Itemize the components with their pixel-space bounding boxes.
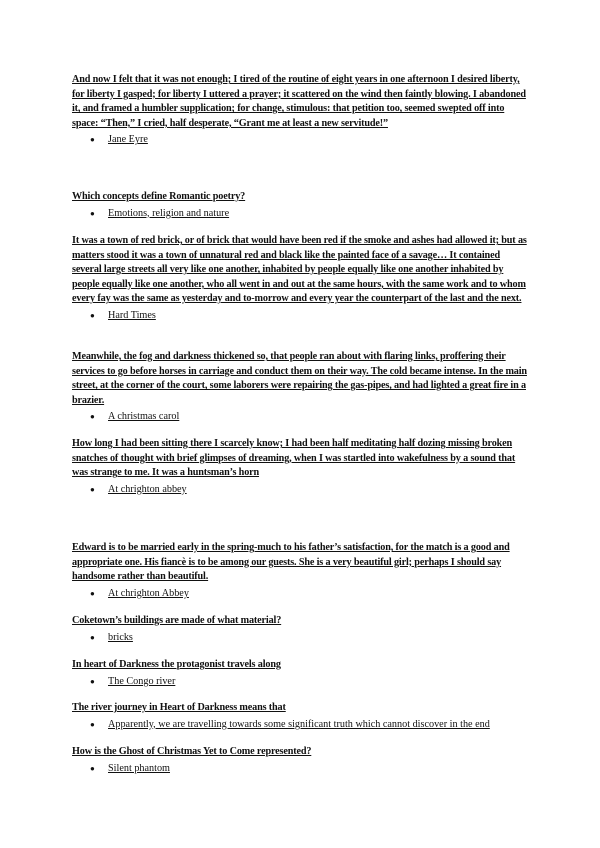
answer-text: Apparently, we are travelling towards some significant truth which cannot discover in the end <box>108 718 490 730</box>
bullet-icon: ● <box>90 310 95 320</box>
question-text: How is the Ghost of Christmas Yet to Come represented? <box>72 746 312 757</box>
question-block <box>72 658 530 689</box>
answer-item <box>72 207 530 221</box>
question-block <box>72 350 530 424</box>
bullet-icon: ● <box>90 484 95 494</box>
answer-text: The Congo river <box>108 675 176 687</box>
answer-text: At chrighton abbey <box>108 483 187 495</box>
bullet-icon: ● <box>90 588 95 598</box>
bullet-icon: ● <box>90 135 95 145</box>
bullet-icon: ● <box>90 676 95 686</box>
question-text: How long I had been sitting there I scarcely know; I had been half meditating half dozing missing broken snatches of thought with brief glimpses of dreaming, when I was startled into wakefulness by a sound that was strange to me. It was a huntsman’s horn <box>72 438 516 479</box>
question-text: Edward is to be married early in the spring-much to his father’s satisfaction, for the match is a good and appropriate one. His fiancè is to be among our guests. She is a very beautiful girl; perhaps I should say handsome rather than beautiful. <box>72 542 510 583</box>
question-block <box>72 701 530 732</box>
question-text: Meanwhile, the fog and darkness thickened so, that people ran about with flaring links, proffering their services to go before horses in carriage and conduct them on their way. The cold became intense. In the main street, at the corner of the court, some laborers were repairing the gas-pipes, and had lighted a great fire in a brazier. <box>72 351 527 406</box>
question-text: Coketown’s buildings are made of what material? <box>72 615 282 626</box>
answer-item <box>72 631 530 645</box>
question-text: The river journey in Heart of Darkness means that <box>72 702 286 713</box>
answer-text: bricks <box>108 631 133 643</box>
bullet-icon: ● <box>90 763 95 773</box>
question-text: Which concepts define Romantic poetry? <box>72 191 246 202</box>
answer-item <box>72 587 530 601</box>
answer-item <box>72 718 530 732</box>
bullet-icon: ● <box>90 412 95 422</box>
question-text: And now I felt that it was not enough; I tired of the routine of eight years in one afternoon I desired liberty, for liberty I gasped; for liberty I uttered a prayer; it scattered on the wind then faintly blowing. I abandoned it, and framed a humbler supplication; for change, stimulous: that petition too, seemed swepted off into space: “Then,” I cried, half desperate, “Grant me at least a new servitude!” <box>72 74 526 129</box>
question-block <box>72 614 530 645</box>
question-block <box>72 437 530 497</box>
answer-text: Hard Times <box>108 309 156 321</box>
answer-text: A christmas carol <box>108 411 180 423</box>
question-block <box>72 73 530 147</box>
answer-text: At chrighton Abbey <box>108 587 189 599</box>
answer-item <box>72 133 530 147</box>
question-text: It was a town of red brick, or of brick that would have been red if the smoke and ashes had allowed it; but as matters stood it was a town of unnatural red and black like the painted face of a savage… It contained several large streets all very like one another, inhabited by people equally like one another inhabited by people equally like one another, who all went in and out at the same hours, with the same work and to whom every fay was the same as yesterday and to-morrow and every year the counterpart of the last and the next. <box>72 235 527 305</box>
question-block <box>72 541 530 601</box>
bullet-icon: ● <box>90 208 95 218</box>
answer-text: Emotions, religion and nature <box>108 207 230 219</box>
question-block <box>72 234 530 323</box>
question-text: In heart of Darkness the protagonist travels along <box>72 659 281 670</box>
answer-text: Jane Eyre <box>108 134 148 146</box>
answer-item <box>72 675 530 689</box>
question-block <box>72 745 530 776</box>
answer-item <box>72 309 530 323</box>
bullet-icon: ● <box>90 632 95 642</box>
answer-item <box>72 483 530 497</box>
answer-item <box>72 410 530 424</box>
bullet-icon: ● <box>90 719 95 729</box>
answer-text: Silent phantom <box>108 762 170 774</box>
answer-item <box>72 762 530 776</box>
question-block <box>72 190 530 221</box>
